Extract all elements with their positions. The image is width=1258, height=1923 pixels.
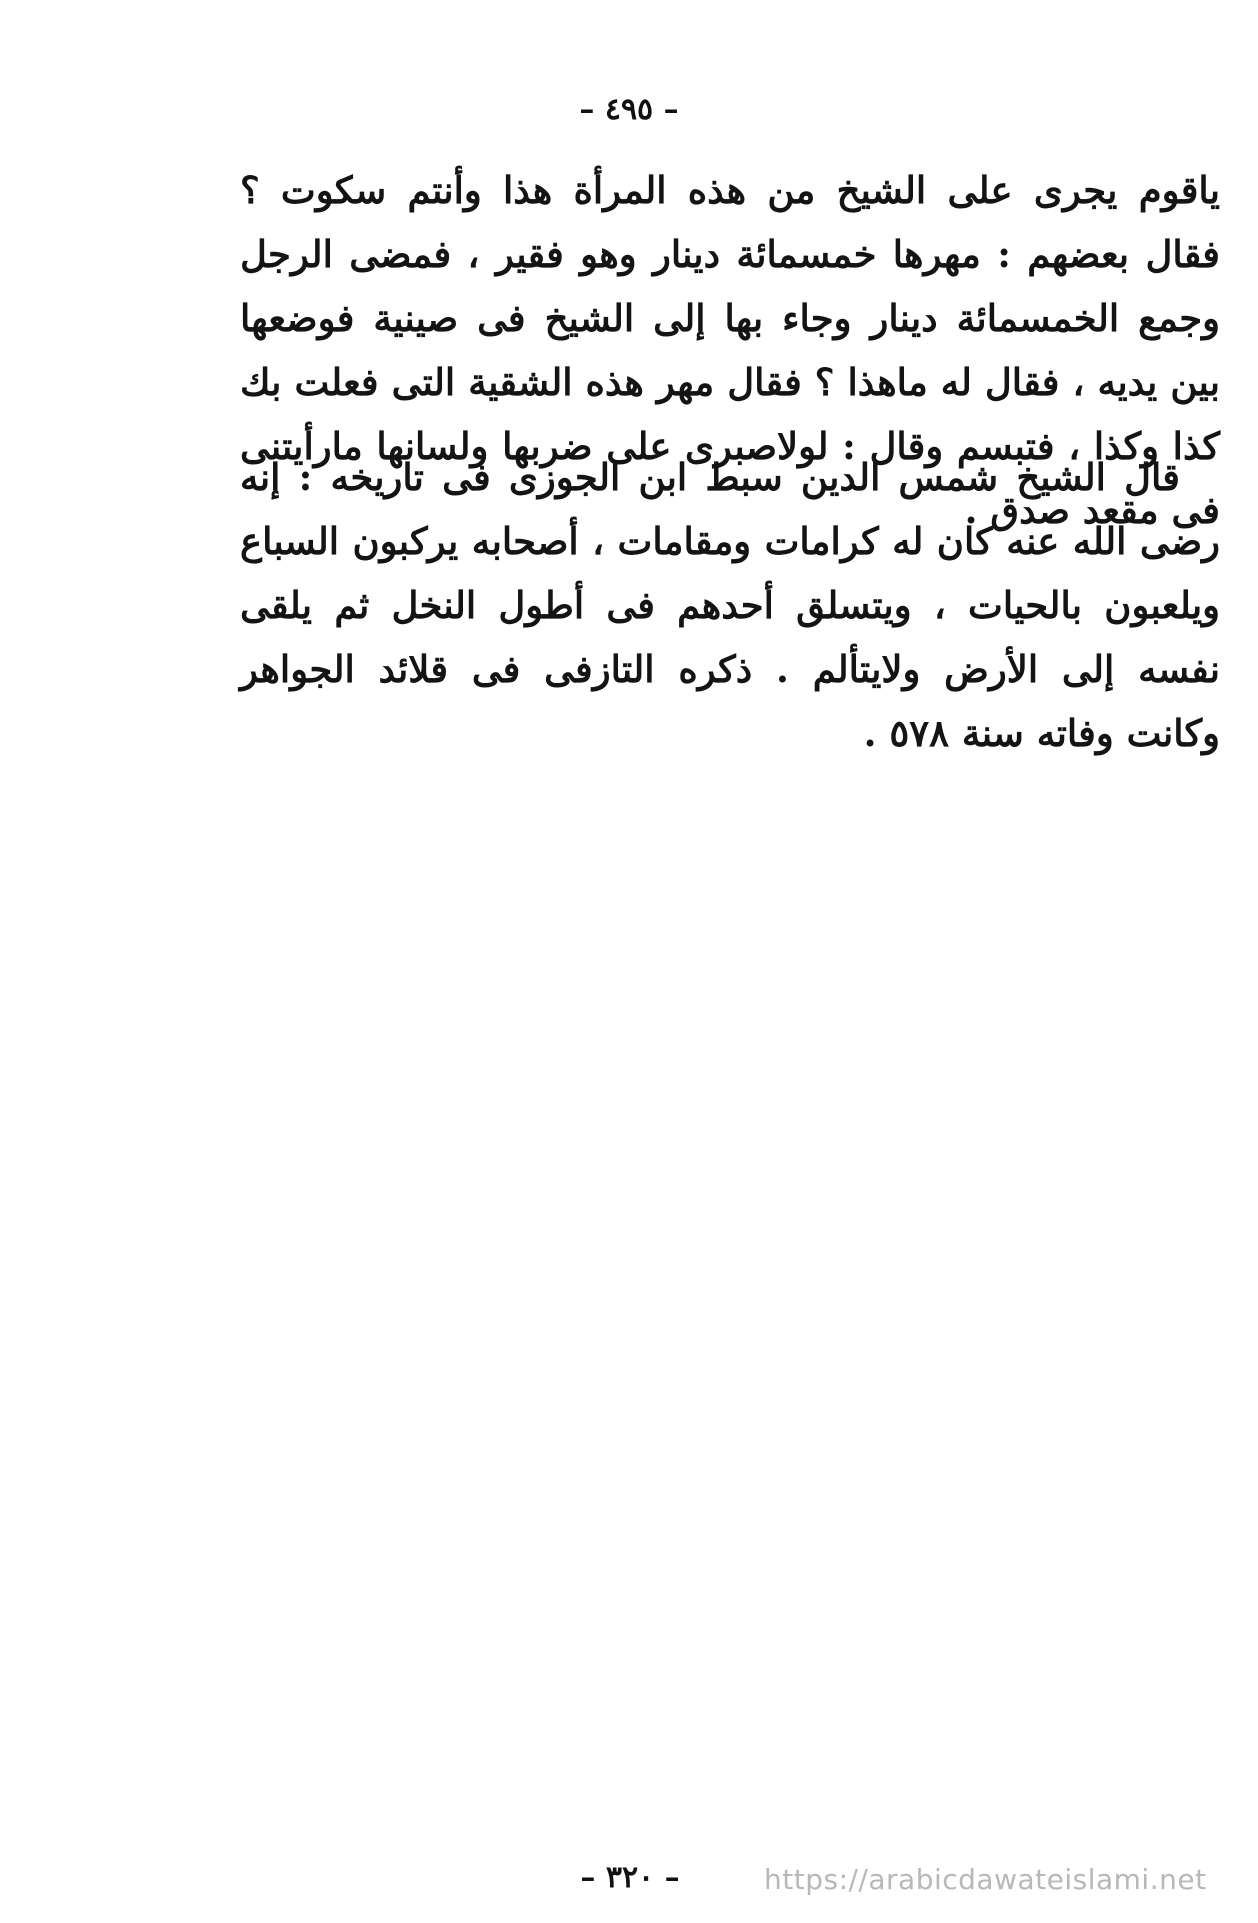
paragraph-2-text: قال الشيخ شمس الدين سبط ابن الجوزى فى تاريخه : إنه رضى الله عنه كان له كرامات ومقامات ، أصحابه يركبون السباع ويلعبون بالحيات ، ويتسلق أحدهم فى أطول النخل ثم يلقى نفسه إلى الأرض ولايتألم . ذكره التازفى فى قلائد الجواهر وكانت وفاته سنة ٥٧٨ . — [240, 455, 1220, 755]
paragraph-1-text: ياقوم يجرى على الشيخ من هذه المرأة هذا وأنتم سكوت ؟ فقال بعضهم : مهرها خمسمائة دينار وهو فقير ، فمضى الرجل وجمع الخمسمائة دينار وجاء بها إلى الشيخ فى صينية فوضعها بين يديه ، فقال له ماهذا ؟ فقال مهر هذه الشقية التى فعلت بك كذا وكذا ، فتبسم وقال : لولاصبرى على ضربها ولسانها مارأيتنى فى مقعد صدق . — [240, 168, 1220, 532]
page-number-bottom: – ٣٢٠ – — [580, 1860, 680, 1895]
watermark-url: https://arabicdawateislami.net — [764, 1863, 1207, 1896]
page-number-top: – ٤٩٥ – — [579, 92, 679, 127]
paragraph-2 — [240, 445, 1220, 765]
